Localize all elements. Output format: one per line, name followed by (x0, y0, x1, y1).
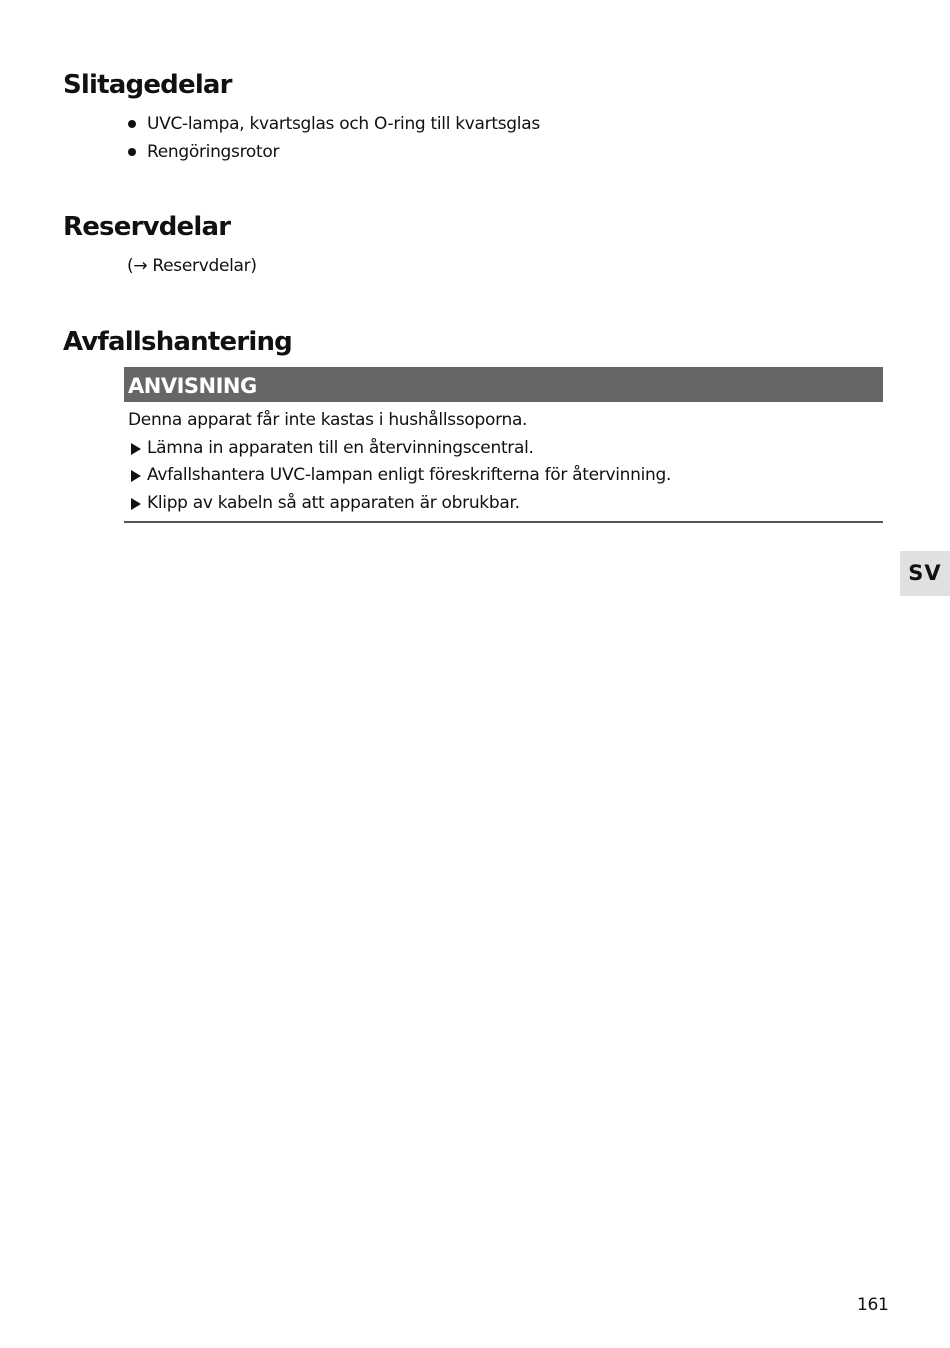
triangle-right-icon (131, 470, 141, 482)
notice-step (128, 435, 883, 463)
notice-step-text: Klipp av kabeln så att apparaten är obrukbar. (147, 492, 520, 513)
bullet-icon (128, 148, 136, 156)
triangle-right-icon (131, 498, 141, 510)
notice-step (128, 490, 883, 518)
language-tab: SV (900, 551, 950, 596)
spare-parts-reference: (→ Reservdelar) (127, 256, 257, 276)
notice-label: ANVISNING (124, 367, 883, 402)
notice-body (124, 402, 883, 523)
list-item (127, 110, 540, 138)
notice-step (128, 462, 883, 490)
triangle-right-icon (131, 443, 141, 455)
list-item-text: Rengöringsrotor (147, 142, 280, 162)
heading-spare-parts: Reservdelar (63, 212, 231, 242)
heading-disposal: Avfallshantering (63, 327, 292, 357)
notice-text: Denna apparat får inte kastas i hushållssoporna. (128, 410, 528, 430)
list-item (127, 138, 540, 166)
heading-wear-parts: Slitagedelar (63, 70, 232, 100)
list-item-text: UVC-lampa, kvartsglas och O-ring till kvartsglas (147, 114, 540, 134)
bullet-icon (128, 120, 136, 128)
notice-step-text: Lämna in apparaten till en återvinningscentral. (147, 437, 534, 458)
wear-parts-list (127, 110, 540, 166)
notice-step-text: Avfallshantera UVC-lampan enligt föreskrifterna för återvinning. (147, 465, 672, 485)
notice-box (124, 367, 883, 523)
page-number: 161 (857, 1295, 889, 1315)
